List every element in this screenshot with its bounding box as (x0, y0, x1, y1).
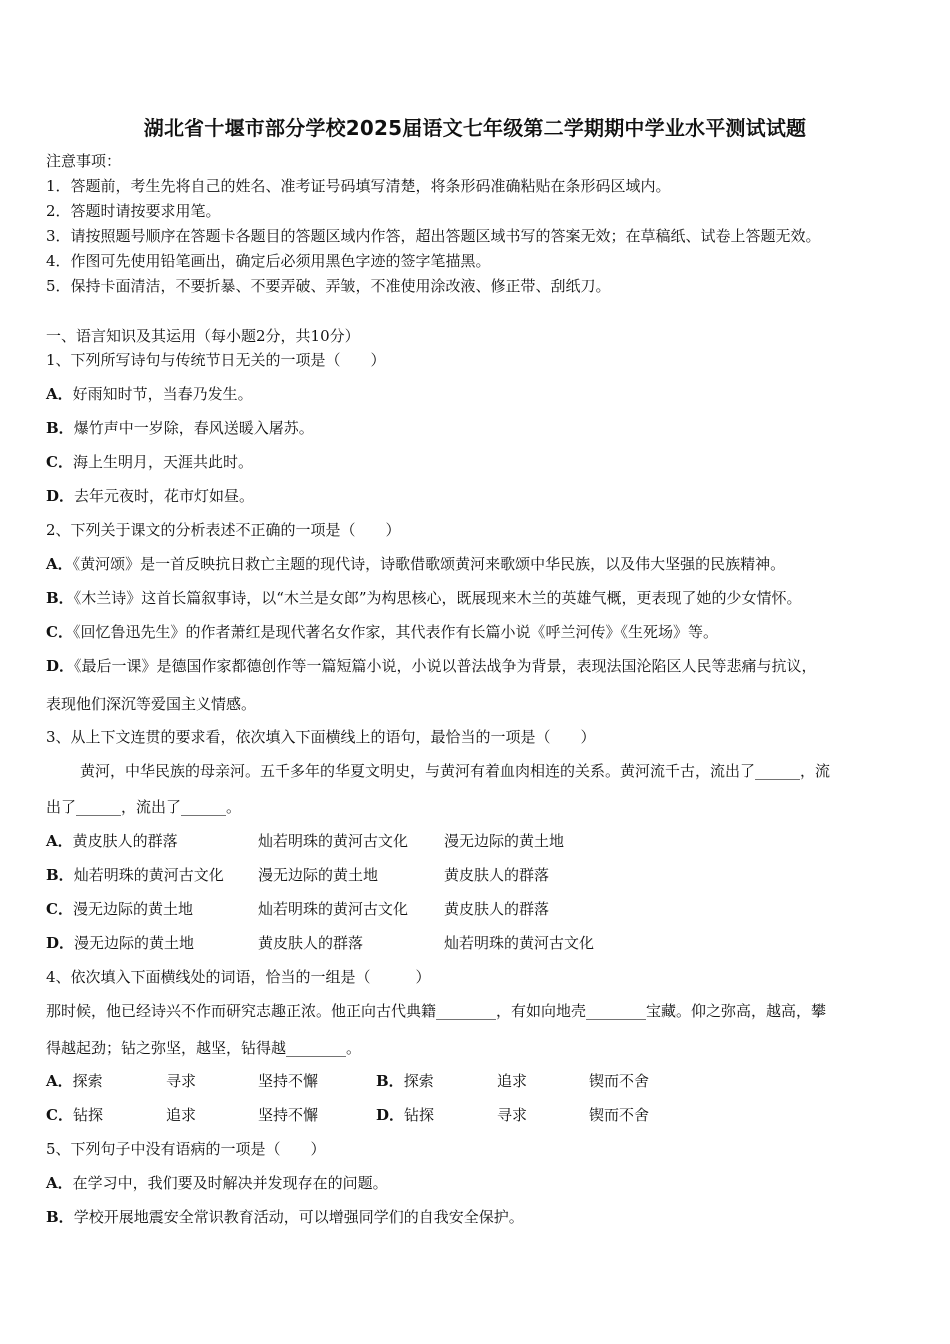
q1-option-b: B．爆竹声中一岁除，春风送暖入屠苏。 (46, 419, 314, 437)
q2-option-d-continued: 表现他们深沉等爱国主义情感。 (46, 695, 257, 713)
q4-stem: 4、依次填入下面横线处的词语，恰当的一组是（ ） (46, 968, 431, 986)
q1-option-c: C．海上生明月，天涯共此时。 (46, 453, 253, 471)
q3-option-a: A．黄皮肤人的群落 (46, 832, 178, 850)
q5-option-b: B．学校开展地震安全常识教育活动，可以增强同学们的自我安全保护。 (46, 1208, 524, 1226)
q1-option-d: D．去年元夜时，花市灯如昼。 (46, 487, 255, 505)
q4-passage-line2: 得越起劲；钻之弥坚，越坚，钻得越________。 (46, 1039, 362, 1057)
q3-stem: 3、从上下文连贯的要求看，依次填入下面横线上的语句，最恰当的一项是（ ） (46, 728, 596, 746)
q2-stem: 2、下列关于课文的分析表述不正确的一项是（ ） (46, 521, 401, 539)
q3-option-b: B．灿若明珠的黄河古文化 (46, 866, 224, 884)
q4-option-c: C．钻探 (46, 1106, 103, 1124)
q3-option-d-c2: 黄皮肤人的群落 (258, 934, 364, 952)
q2-option-c: C．《回忆鲁迅先生》的作者萧红是现代著名女作家，其代表作有长篇小说《呼兰河传》《生死场》等。 (46, 623, 718, 641)
q4-option-a: A．探索 (46, 1072, 103, 1090)
q4-option-b-w2: 追求 (497, 1072, 528, 1090)
q3-option-d: D．漫无边际的黄土地 (46, 934, 195, 952)
q4-option-d-w3: 锲而不舍 (589, 1106, 650, 1124)
notice-item-3: 3．请按照题号顺序在答题卡各题目的答题区域内作答，超出答题区域书写的答案无效；在草稿纸、试卷上答题无效。 (46, 227, 821, 245)
page-title: 湖北省十堰市部分学校2025届语文七年级第二学期期中学业水平测试试题 (143, 116, 807, 140)
q4-option-c-w2: 追求 (166, 1106, 197, 1124)
q4-option-a-w3: 坚持不懈 (258, 1072, 319, 1090)
notice-heading: 注意事项： (46, 152, 122, 170)
q3-passage-line1: 黄河，中华民族的母亲河。五千多年的华夏文明史，与黄河有着血肉相连的关系。黄河流千古，流出了______，流 (80, 762, 831, 780)
q2-option-b: B．《木兰诗》这首长篇叙事诗，以“木兰是女郎”为构思核心，既展现来木兰的英雄气概，更表现了她的少女情怀。 (46, 589, 802, 607)
q4-option-c-w3: 坚持不懈 (258, 1106, 319, 1124)
q3-option-a-c3: 漫无边际的黄土地 (444, 832, 565, 850)
q1-option-a: A．好雨知时节，当春乃发生。 (46, 385, 253, 403)
q2-option-a: A．《黄河颂》是一首反映抗日救亡主题的现代诗，诗歌借歌颂黄河来歌颂中华民族，以及伟大坚强的民族精神。 (46, 555, 786, 573)
q1-stem: 1、下列所写诗句与传统节日无关的一项是（ ） (46, 351, 386, 369)
notice-item-2: 2．答题时请按要求用笔。 (46, 202, 221, 220)
notice-item-1: 1．答题前，考生先将自己的姓名、准考证号码填写清楚，将条形码准确粘贴在条形码区域内。 (46, 177, 671, 195)
q4-option-a-w2: 寻求 (166, 1072, 197, 1090)
q3-passage-line2: 出了______，流出了______。 (46, 798, 242, 816)
q5-stem: 5、下列句子中没有语病的一项是（ ） (46, 1140, 326, 1158)
q3-option-c-c3: 黄皮肤人的群落 (444, 900, 550, 918)
q4-passage-line1: 那时候，他已经诗兴不作而研究志趣正浓。他正向古代典籍________，有如向地壳________宝藏。仰之弥高，越高，攀 (46, 1002, 827, 1020)
q4-option-b-w3: 锲而不舍 (589, 1072, 650, 1090)
q4-option-b: B．探索 (376, 1072, 434, 1090)
q3-option-a-c2: 灿若明珠的黄河古文化 (258, 832, 409, 850)
q3-option-c: C．漫无边际的黄土地 (46, 900, 193, 918)
q4-option-d-w2: 寻求 (497, 1106, 528, 1124)
q2-option-d: D．《最后一课》是德国作家都德创作等一篇短篇小说，小说以普法战争为背景，表现法国沦陷区人民等悲痛与抗议， (46, 657, 817, 675)
notice-item-4: 4．作图可先使用铅笔画出，确定后必须用黑色字迹的签字笔描黑。 (46, 252, 491, 270)
q5-option-a: A．在学习中，我们要及时解决并发现存在的问题。 (46, 1174, 388, 1192)
q4-option-d: D．钻探 (376, 1106, 435, 1124)
q3-option-d-c3: 灿若明珠的黄河古文化 (444, 934, 595, 952)
notice-item-5: 5．保持卡面清洁，不要折暴、不要弄破、弄皱，不准使用涂改液、修正带、刮纸刀。 (46, 277, 611, 295)
section-heading: 一、语言知识及其运用（每小题2分，共10分） (46, 327, 360, 345)
q3-option-c-c2: 灿若明珠的黄河古文化 (258, 900, 409, 918)
q3-option-b-c3: 黄皮肤人的群落 (444, 866, 550, 884)
q3-option-b-c2: 漫无边际的黄土地 (258, 866, 379, 884)
